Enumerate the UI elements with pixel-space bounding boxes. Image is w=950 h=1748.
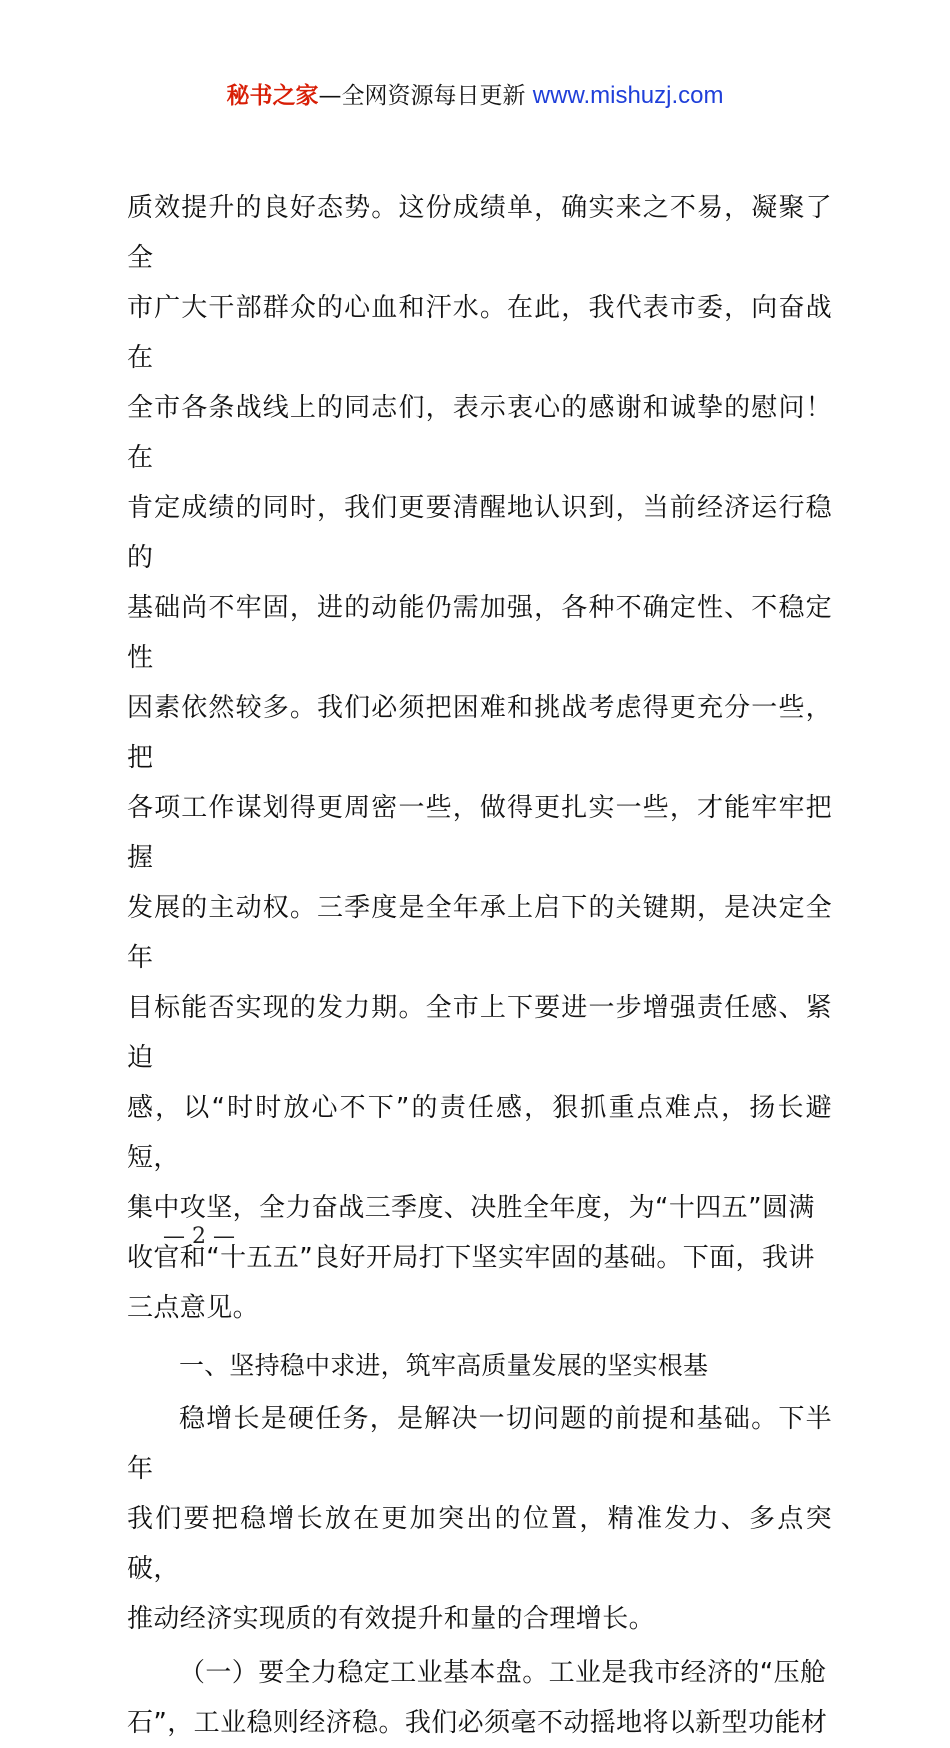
header-tagline: —全网资源每日更新 <box>318 83 526 109</box>
document-body <box>127 183 832 1748</box>
site-header <box>0 80 950 112</box>
brand-name: 秘书之家 <box>226 83 319 109</box>
site-url-link[interactable]: www.mishuzj.com <box>532 82 724 109</box>
section-heading-1: 一、坚持稳中求进，筑牢高质量发展的坚实根基 <box>179 1351 709 1380</box>
paragraph-1: 质效提升的良好态势。这份成绩单，确实来之不易，凝聚了全 市广大干部群众的心血和汗水。在此，我代表市委，向奋战在 全市各条战线上的同志们，表示衷心的感谢和诚挚的慰问！在 肯定成绩的同时，我们更要清醒地认识到，当前经济运行稳的 基础尚不牢固，进的动能仍需加强，各种不确定性、不稳定性 因素依然较多。我们必须把困难和挑战考虑得更充分一些，把 各项工作谋划得更周密一些，做得更扎实一些，才能牢牢把握 发展的主动权。三季度是全年承上启下的关键期，是决定全年 目标能否实现的发力期。全市上下要进一步增强责任感、紧迫 感，以“时时放心不下”的责任感，狠抓重点难点，扬长避短， 集中攻坚，全力奋战三季度、决胜全年度，为“十四五”圆满 收官和“十五五”良好开局打下坚实牢固的基础。下面，我讲 三点意见。 <box>127 193 832 1323</box>
paragraph-3: （一）要全力稳定工业基本盘。工业是我市经济的“压舱 石”，工业稳则经济稳。我们必须毫不动摇地将以新型功能材 <box>127 1658 828 1738</box>
page-number: — 2 — <box>163 1224 235 1249</box>
paragraph-2: 稳增长是硬任务，是解决一切问题的前提和基础。下半年 我们要把稳增长放在更加突出的位置，精准发力、多点突破， 推动经济实现质的有效提升和量的合理增长。 <box>127 1404 832 1634</box>
